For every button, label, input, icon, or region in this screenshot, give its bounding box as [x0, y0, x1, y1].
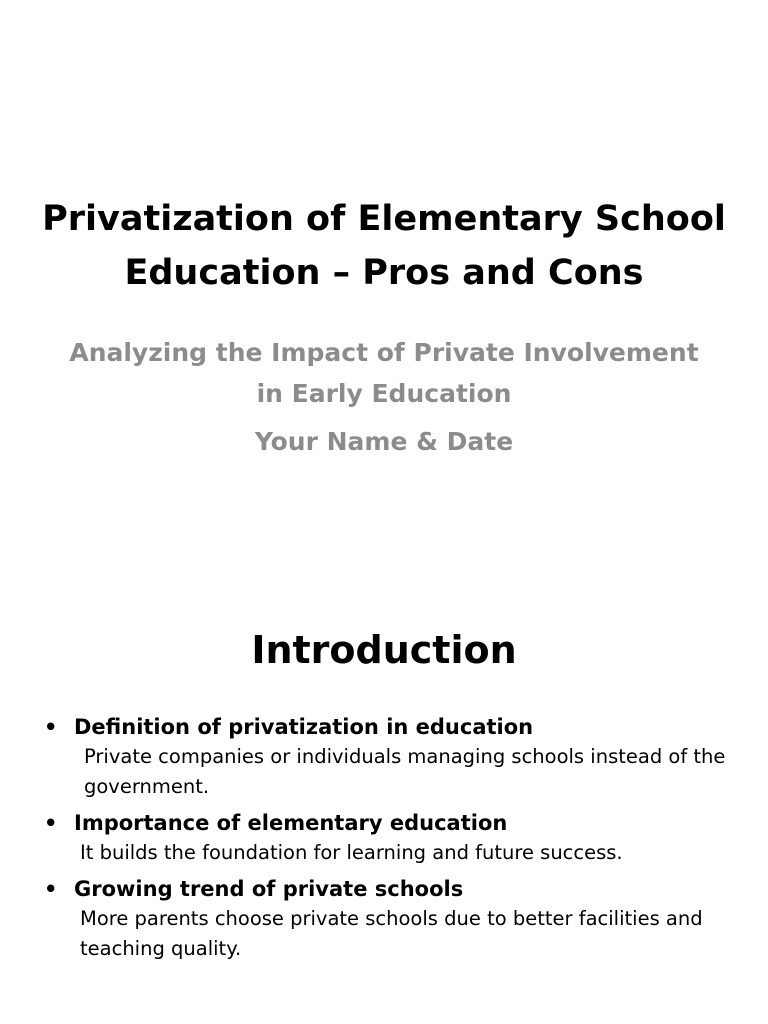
- slide-subtitle: Analyzing the Impact of Private Involvement in Early Education: [69, 338, 699, 408]
- author-date-line: Your Name & Date: [254, 427, 514, 456]
- bullet-item: [40, 712, 730, 802]
- bullet-detail: It builds the foundation for learning and future success.: [80, 841, 623, 864]
- bullet-heading: Growing trend of private schools: [74, 877, 464, 901]
- bullet-detail: More parents choose private schools due to better facilities and teaching quality.: [80, 907, 703, 960]
- bullet-detail: Private companies or individuals managing schools instead of the government.: [84, 745, 726, 798]
- slide-title: Privatization of Elementary School Education – Pros and Cons: [42, 199, 726, 293]
- bullet-heading: Importance of elementary education: [74, 811, 508, 835]
- bullet-icon: •: [44, 715, 58, 739]
- bullet-heading-row: [40, 712, 730, 742]
- bullet-heading-row: [40, 808, 730, 838]
- bullet-heading: Definition of privatization in education: [74, 715, 534, 739]
- bullet-icon: •: [44, 877, 58, 901]
- bullet-icon: •: [44, 811, 58, 835]
- bullet-list: [40, 712, 730, 964]
- slide-title: Introduction: [251, 628, 517, 672]
- bullet-item: [40, 808, 730, 868]
- bullet-item: [40, 874, 730, 964]
- bullet-heading-row: [40, 874, 730, 904]
- introduction-slide: [0, 512, 768, 1024]
